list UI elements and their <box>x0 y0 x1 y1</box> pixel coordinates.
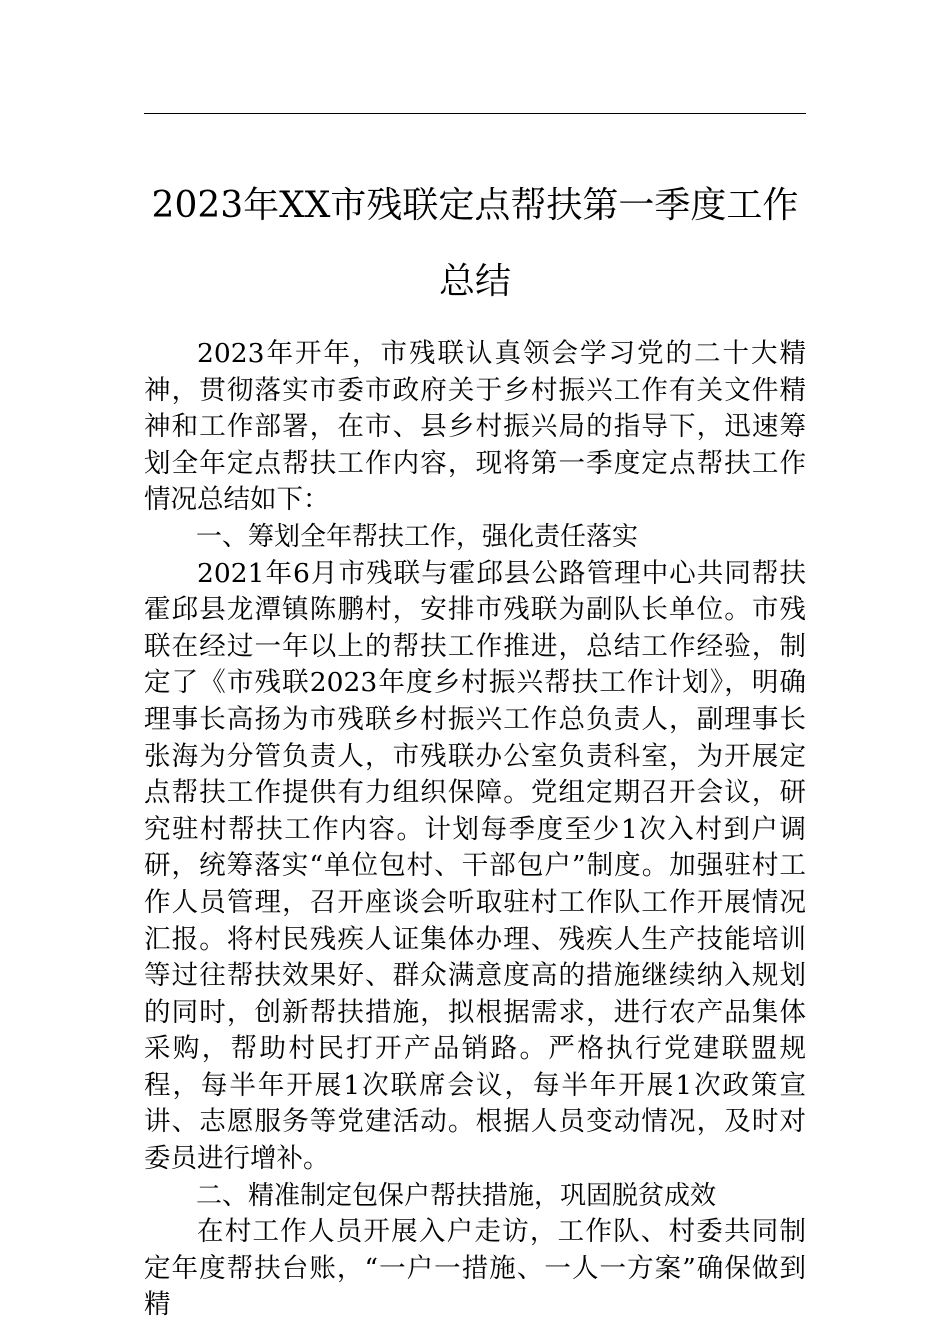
document-title <box>144 168 806 320</box>
section-heading-2: 二、精准制定包保户帮扶措施，巩固脱贫成效 <box>196 1180 717 1211</box>
document-body <box>144 336 806 1324</box>
section-2-paragraph: 在村工作人员开展入户走访，工作队、村委共同制定年度帮扶台账，“一户一措施、一人一方案”确保做到精 <box>144 1216 806 1321</box>
intro-paragraph: 2023年开年，市残联认真领会学习党的二十大精神，贯彻落实市委市政府关于乡村振兴工作有关文件精神和工作部署，在市、县乡村振兴局的指导下，迅速筹划全年定点帮扶工作内容，现将第一季度定点帮扶工作情况总结如下： <box>144 338 806 516</box>
section-heading-1: 一、筹划全年帮扶工作，强化责任落实 <box>196 521 639 552</box>
title-line-1: 2023年XX市残联定点帮扶第一季度工作 <box>151 185 799 226</box>
section-1-paragraph: 2021年6月市残联与霍邱县公路管理中心共同帮扶霍邱县龙潭镇陈鹏村，安排市残联为副队长单位。市残联在经过一年以上的帮扶工作推进，总结工作经验，制定了《市残联2023年度乡村振兴帮扶工作计划》，明确理事长高扬为市残联乡村振兴工作总负责人，副理事长张海为分管负责人，市残联办公室负责科室，为开展定点帮扶工作提供有力组织保障。党组定期召开会议，研究驻村帮扶工作内容。计划每季度至少1次入村到户调研，统筹落实“单位包村、干部包户”制度。加强驻村工作人员管理，召开座谈会听取驻村工作队工作开展情况汇报。将村民残疾人证集体办理、残疾人生产技能培训等过往帮扶效果好、群众满意度高的措施继续纳入规划的同时，创新帮扶措施，拟根据需求，进行农产品集体采购，帮助村民打开产品销路。严格执行党建联盟规程，每半年开展1次联席会议，每半年开展1次政策宣讲、志愿服务等党建活动。根据人员变动情况，及时对委员进行增补。 <box>144 557 806 1175</box>
title-line-2: 总结 <box>438 261 511 302</box>
header-rule <box>144 113 806 114</box>
